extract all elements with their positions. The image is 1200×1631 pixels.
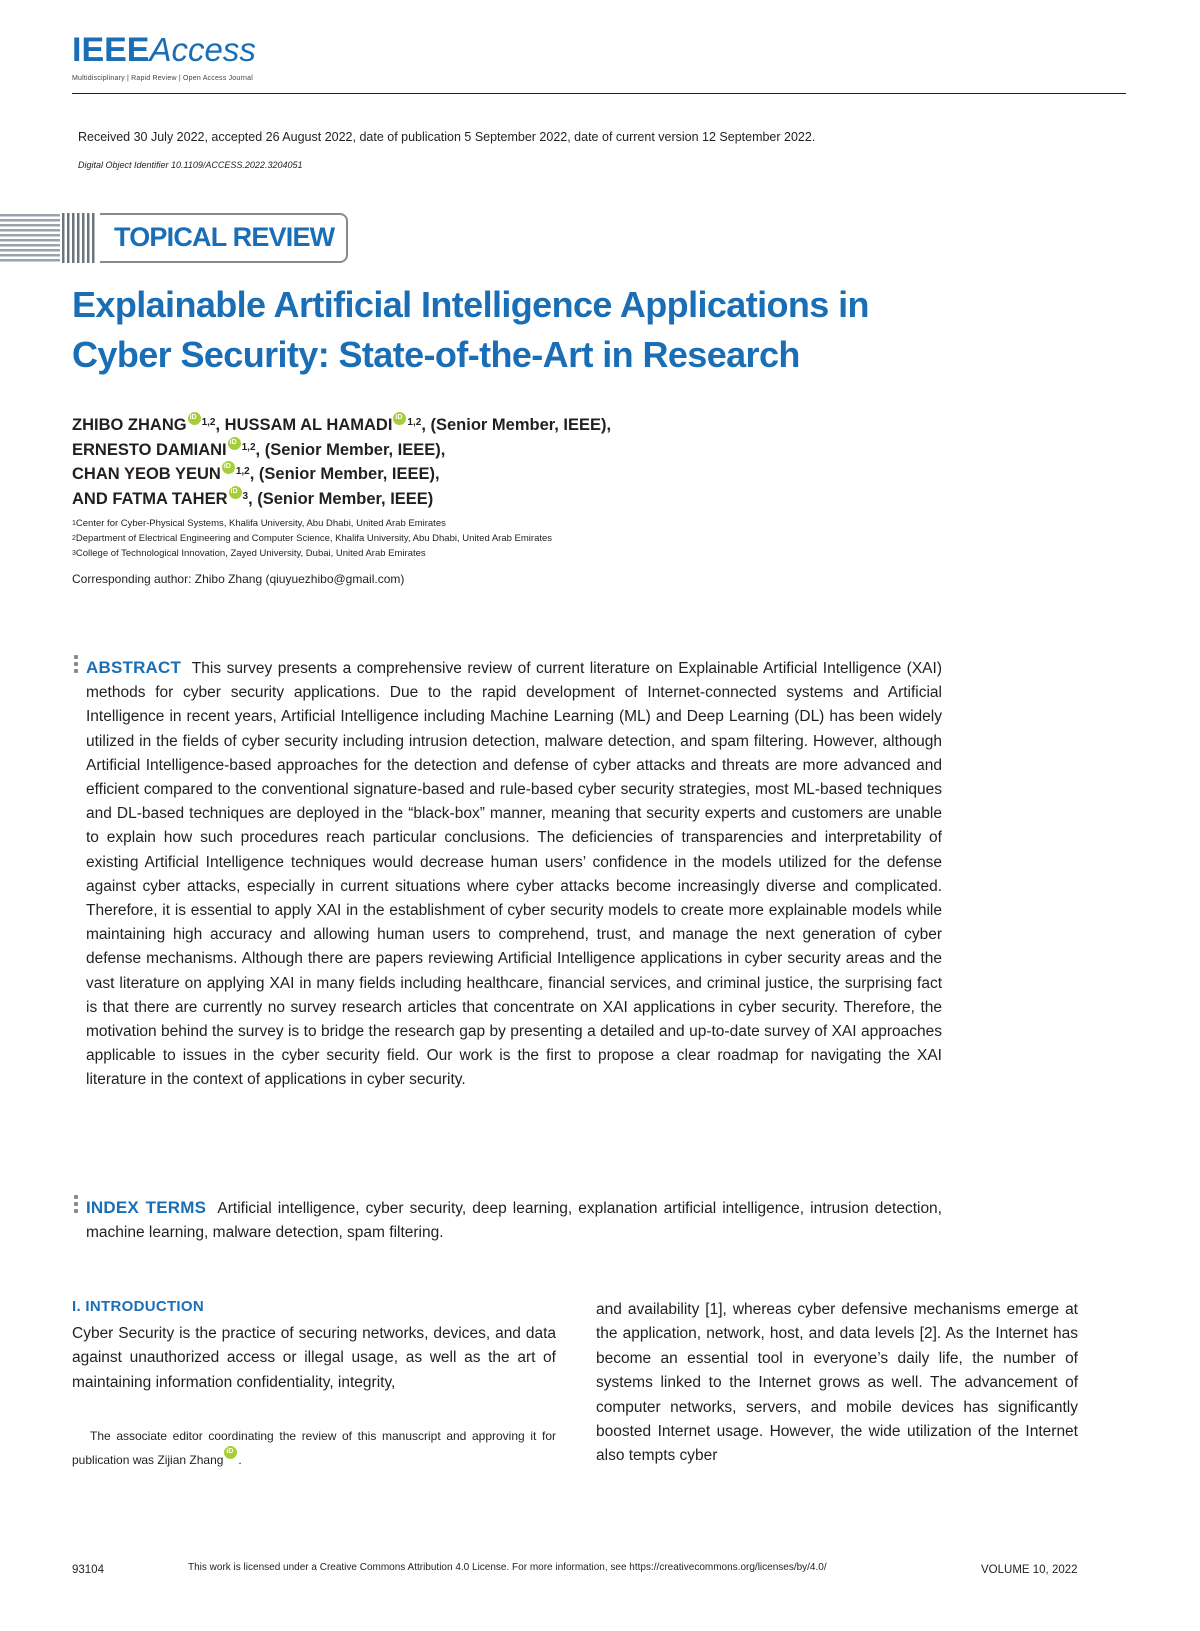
author-line-4 <box>72 487 611 512</box>
affiliation-item <box>72 546 552 561</box>
editor-footnote <box>72 1424 556 1472</box>
affiliation-text: College of Technological Innovation, Zayed University, Dubai, United Arab Emirates <box>75 548 426 559</box>
orcid-icon[interactable] <box>393 412 406 425</box>
orcid-icon[interactable] <box>188 412 201 425</box>
author-affil-sup: 1,2 <box>235 466 250 477</box>
affiliation-item <box>72 516 552 531</box>
author-affil-sup: 1,2 <box>407 417 422 428</box>
abstract-label: ABSTRACT <box>86 658 182 677</box>
footnote-text: The associate editor coordinating the review of this manuscript and approving it for publication was Zijian Zhang <box>72 1429 556 1467</box>
author-line-1 <box>72 413 611 438</box>
orcid-icon[interactable] <box>222 461 235 474</box>
license-statement[interactable]: This work is licensed under a Creative Commons Attribution 4.0 License. For more information, see https://creativecommons.org/licenses/by/4.0/ <box>188 1562 827 1573</box>
logo-tagline: Multidisciplinary | Rapid Review | Open Access Journal <box>72 75 253 82</box>
author-affil-sup: 1,2 <box>241 441 256 453</box>
affiliation-number: 3 <box>72 550 76 557</box>
section-heading-introduction: I. INTRODUCTION <box>72 1298 204 1315</box>
title-line-2: Cyber Security: State-of-the-Art in Research <box>72 334 800 375</box>
volume-info: VOLUME 10, 2022 <box>981 1564 1078 1576</box>
intro-left-column: Cyber Security is the practice of securing networks, devices, and data against unauthorized access or illegal usage, as well as the art of maintaining information confidentiality, integrity, <box>72 1325 556 1391</box>
logo-ieee: IEEE <box>72 31 150 69</box>
logo-access: Access <box>149 31 256 68</box>
section-marker-dots <box>74 1195 78 1216</box>
paper-title <box>72 280 1132 380</box>
orcid-icon[interactable] <box>229 486 242 499</box>
index-terms <box>86 1196 942 1245</box>
doi: Digital Object Identifier 10.1109/ACCESS.2022.3204051 <box>78 160 303 170</box>
author-affil-sup: 1,2 <box>201 417 216 428</box>
journal-logo <box>72 32 292 92</box>
intro-right-column: and availability [1], whereas cyber defensive mechanisms emerge at the application, network, host, and data levels [2]. As the Internet has become an essential tool in everyone’s daily life, the number of systems linked to the Internet grows as well. The advancement of computer networks, servers, and mobile devices has significantly boosted Internet usage. However, the wide utilization of the Internet also tempts cyber <box>596 1301 1078 1465</box>
author-affil-sup: 3 <box>242 490 249 502</box>
orcid-icon[interactable] <box>228 437 241 450</box>
author-line-2 <box>72 438 611 463</box>
affiliation-number: 2 <box>72 535 76 542</box>
author-list <box>72 413 611 511</box>
received-dates: Received 30 July 2022, accepted 26 August 2022, date of publication 5 September 2022, date of current version 12 September 2022. <box>78 130 816 144</box>
author-role: , <box>215 416 225 434</box>
affiliation-number: 1 <box>72 520 76 527</box>
author-name: HUSSAM AL HAMADI <box>224 416 393 434</box>
index-terms-label: INDEX TERMS <box>86 1198 207 1217</box>
author-role: , (Senior Member, IEEE), <box>421 416 612 434</box>
banner-stripes-graphic <box>0 213 100 267</box>
title-line-1: Explainable Artificial Intelligence Applications in <box>72 284 869 325</box>
author-name: ZHIBO ZHANG <box>72 416 187 434</box>
abstract-text: This survey presents a comprehensive review of current literature on Explainable Artificial Intelligence (XAI) methods for cyber security applications. Due to the rapid development of Internet-connected systems and Artificial Intelligence in recent years, Artificial Intelligence including Machine Learning (ML) and Deep Learning (DL) has been widely utilized in the fields of cyber security including intrusion detection, malware detection, and spam filtering. However, although Artificial Intelligence-based approaches for the detection and defense of cyber attacks and threats are more advanced and efficient compared to the conventional signature-based and rule-based cyber security strategies, most ML-based techniques and DL-based techniques are deployed in the “black-box” manner, meaning that security experts and customers are unable to explain how such procedures reach particular conclusions. The deficiencies of transparencies and interpretability of existing Artificial Intelligence techniques would decrease human users’ confidence in the models utilized for the defense against cyber attacks, especially in current situations where cyber attacks become increasingly diverse and complicated. Therefore, it is essential to apply XAI in the establishment of cyber security models to create more explainable models while maintaining high accuracy and allowing human users to comprehend, trust, and manage the next generation of cyber defense mechanisms. Although there are papers reviewing Artificial Intelligence applications in cyber security areas and the vast literature on applying XAI in many fields including healthcare, financial services, and criminal justice, the surprising fact is that there are currently no survey research articles that concentrate on XAI applications in cyber security. Therefore, the motivation behind the survey is to bridge the research gap by presenting a detailed and up-to-date survey of XAI approaches applicable to issues in the cyber security field. Our work is the first to propose a clear roadmap for navigating the XAI literature in the context of applications in cyber security. <box>86 660 942 1089</box>
header-rule <box>72 93 1126 94</box>
index-terms-text: Artificial intelligence, cyber security, deep learning, explanation artificial intelligence, intrusion detection, machine learning, malware detection, spam filtering. <box>86 1200 942 1241</box>
author-name: CHAN YEOB YEUN <box>72 465 221 483</box>
author-role: , (Senior Member, IEEE), <box>249 465 440 483</box>
author-name: ERNESTO DAMIANI <box>72 440 227 459</box>
abstract <box>86 656 942 1093</box>
affiliations <box>72 516 552 561</box>
author-role: , (Senior Member, IEEE) <box>248 489 434 508</box>
affiliation-text: Department of Electrical Engineering and Computer Science, Khalifa University, Abu Dhabi, United Arab Emirates <box>75 533 553 544</box>
affiliation-item <box>72 531 552 546</box>
corresponding-author: Corresponding author: Zhibo Zhang (qiuyuezhibo@gmail.com) <box>72 572 405 586</box>
author-name: AND FATMA TAHER <box>72 489 228 508</box>
article-type-label: TOPICAL REVIEW <box>114 222 335 252</box>
section-marker-dots <box>74 655 78 676</box>
orcid-icon[interactable] <box>224 1446 237 1459</box>
affiliation-text: Center for Cyber-Physical Systems, Khalifa University, Abu Dhabi, United Arab Emirates <box>75 518 446 529</box>
footnote-end: . <box>238 1453 242 1467</box>
page-number: 93104 <box>72 1564 104 1576</box>
author-role: , (Senior Member, IEEE), <box>255 440 446 459</box>
author-line-3 <box>72 462 611 487</box>
